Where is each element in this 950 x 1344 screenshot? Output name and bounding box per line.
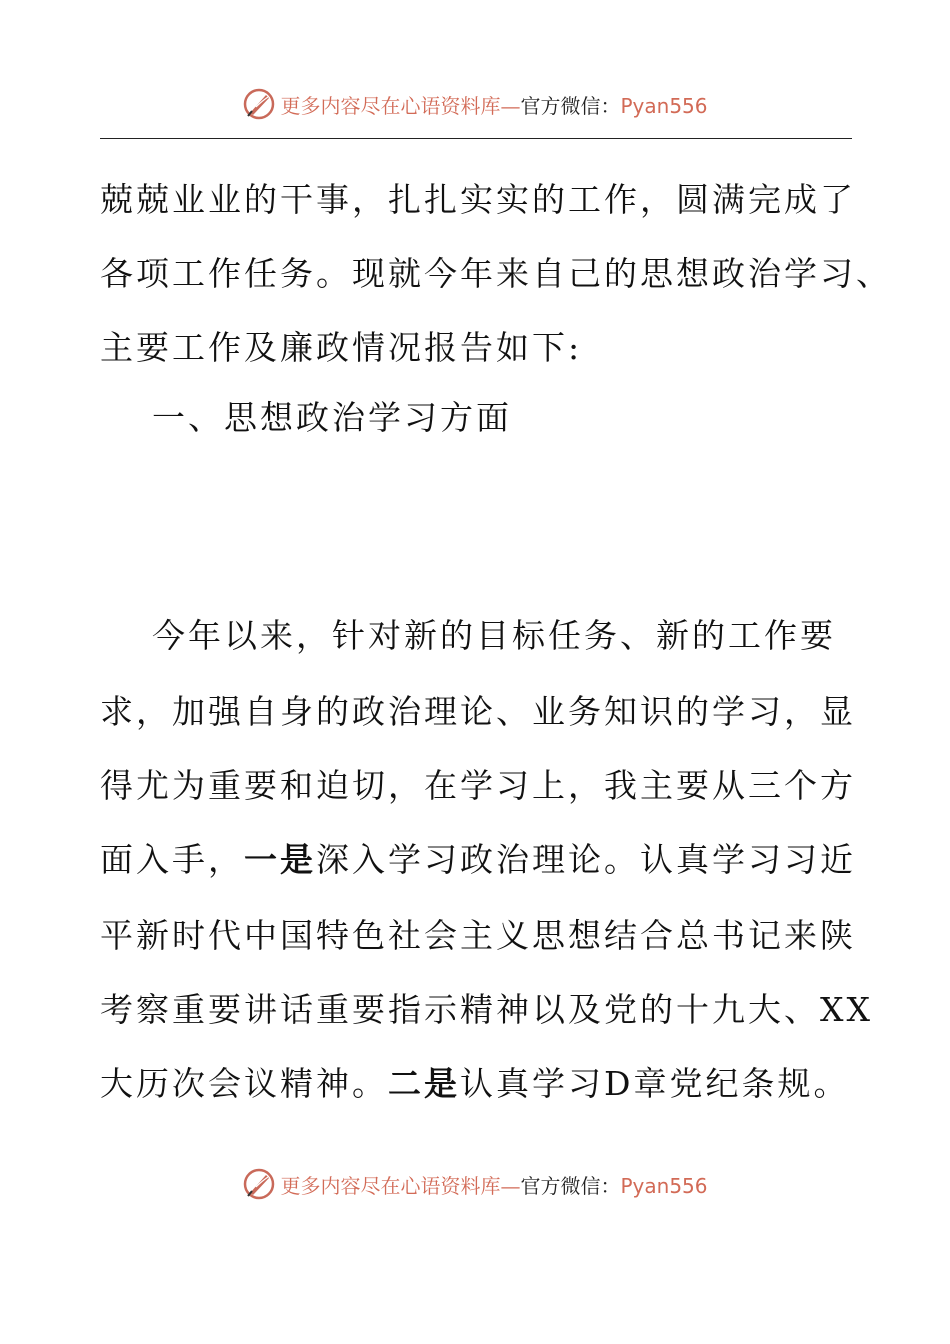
footer-banner (0, 1164, 950, 1204)
body-line-3: 主要工作及廉政情况报告如下: (100, 328, 583, 367)
body-line-2: 各项工作任务。现就今年来自己的思想政治学习、 (100, 254, 892, 293)
header-banner-dash: — (500, 93, 521, 118)
header-banner (0, 84, 950, 124)
point-two-label: 二是 (388, 1064, 460, 1103)
quill-logo-icon (242, 1167, 276, 1201)
body-line-7: 得尤为重要和迫切，在学习上，我主要从三个方 (100, 766, 856, 805)
footer-banner-text (280, 1170, 707, 1199)
body-line-10: 考察重要讲话重要指示精神以及党的十九大、XX (100, 990, 873, 1029)
body-line-8-a: 面入手， (100, 840, 244, 879)
body-line-11 (100, 1064, 860, 1104)
body-line-11-a: 大历次会议精神。 (100, 1064, 388, 1103)
body-line-9: 平新时代中国特色社会主义思想结合总书记来陕 (100, 916, 856, 955)
quill-logo-icon (242, 87, 276, 121)
header-banner-official: 官方微信： (520, 93, 621, 118)
body-line-8 (100, 840, 860, 880)
body-line-11-c: 认真学习D章党纪条规。 (460, 1064, 850, 1103)
body-line-1: 兢兢业业的干事，扎扎实实的工作，圆满完成了 (100, 180, 856, 219)
body-line-8-c: 深入学习政治理论。认真学习习近 (316, 840, 856, 879)
footer-banner-cn: 更多内容尽在心语资料库 (280, 1173, 501, 1198)
header-banner-cn: 更多内容尽在心语资料库 (280, 93, 501, 118)
point-one-label: 一是 (244, 840, 316, 879)
footer-banner-id: Pyan556 (620, 1173, 708, 1198)
header-divider (100, 138, 852, 139)
header-banner-id: Pyan556 (620, 93, 708, 118)
header-banner-text (280, 90, 707, 119)
footer-banner-official: 官方微信： (520, 1173, 621, 1198)
section-heading-1: 一、思想政治学习方面 (152, 398, 512, 437)
body-line-5: 今年以来，针对新的目标任务、新的工作要 (152, 616, 836, 655)
body-line-6: 求，加强自身的政治理论、业务知识的学习，显 (100, 692, 856, 731)
footer-banner-dash: — (500, 1173, 521, 1198)
